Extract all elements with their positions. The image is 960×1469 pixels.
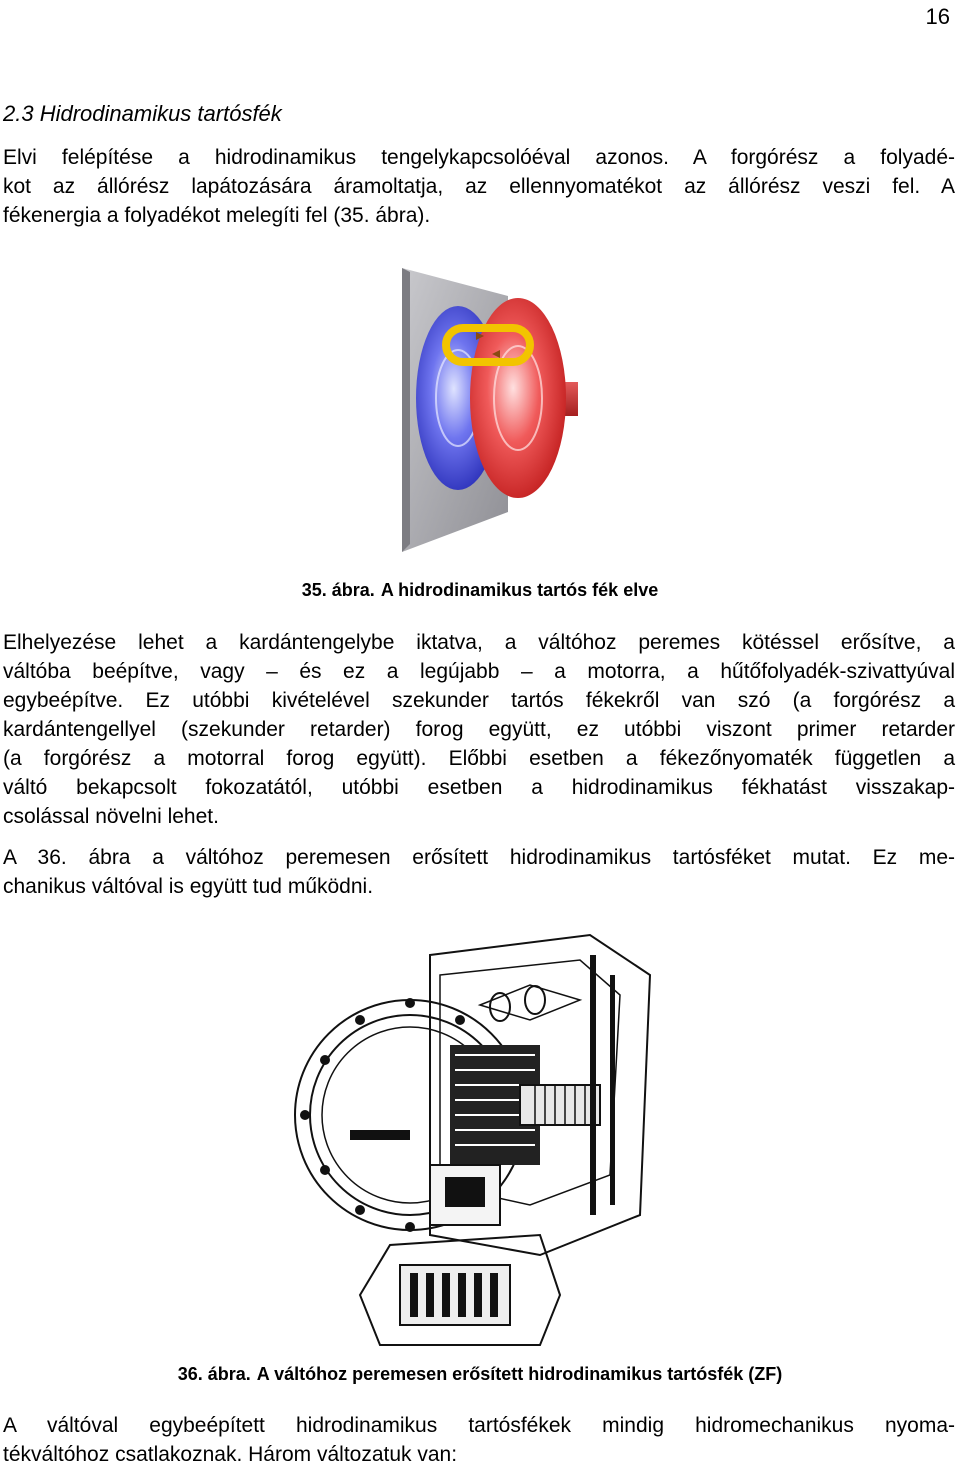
text-line: váltóba beépítve, vagy – és ez a legújabb – a motorra, a hűtőfolyadék-szivattyúval (3, 660, 955, 683)
figure-35-caption (0, 580, 960, 601)
page-number: 16 (925, 4, 950, 29)
lower-piston-assembly (400, 1265, 510, 1325)
text-line: A 36. ábra a váltóhoz peremesen erősített hidrodinamikus tartósféket mutat. Ez me- (3, 846, 955, 869)
text-line: (a forgórész a motorral forog együtt). Előbbi esetben a fékezőnyomaték független a (3, 747, 955, 770)
retarder-cutaway-drawing (290, 915, 670, 1355)
figure-reference-paragraph (3, 843, 955, 901)
text-line: csolással növelni lehet. (3, 805, 219, 828)
hydrodynamic-retarder-principle-diagram (380, 250, 580, 560)
closing-paragraph (3, 1411, 955, 1469)
section-title: 2.3 Hidrodinamikus tartósfék (3, 101, 282, 126)
wall-edge (402, 268, 410, 552)
text-line: kot az állórész lapátozására áramoltatja, az ellennyomatékot az állórész veszi fel. A (3, 175, 955, 198)
output-shaft (520, 1085, 600, 1125)
text-line: Elhelyezése lehet a kardántengelybe iktatva, a váltóhoz peremes kötéssel erősítve, a (3, 631, 955, 654)
text-line: Elvi felépítése a hidrodinamikus tengelykapcsolóéval azonos. A forgórész a folyadé- (3, 146, 955, 169)
control-valve (430, 1165, 500, 1225)
figure-label: 35. ábra. (301, 580, 375, 600)
intro-paragraph (3, 143, 955, 230)
figure-label: 36. ábra. (177, 1364, 251, 1384)
text-line: fékenergia a folyadékot melegíti fel (35. ábra). (3, 204, 431, 227)
text-line: chanikus váltóval is együtt tud működni. (3, 875, 374, 898)
text-line: tékváltóhoz csatlakoznak. Három változatuk van: (3, 1443, 458, 1466)
caption-text: A hidrodinamikus tartós fék elve (380, 580, 659, 600)
text-line: A váltóval egybeépített hidrodinamikus tartósfékek mindig hidromechanikus nyoma- (3, 1414, 955, 1437)
figure-36-caption (0, 1364, 960, 1385)
caption-text: A váltóhoz peremesen erősített hidrodinamikus tartósfék (ZF) (256, 1364, 783, 1384)
text-line: váltó bekapcsolt fokozatától, utóbbi esetben a hidrodinamikus fékhatást visszakap- (3, 776, 955, 799)
text-line: egybeépítve. Ez utóbbi kivételével szekunder tartós fékekről van szó (a forgórész a (3, 689, 955, 712)
placement-paragraph (3, 628, 955, 831)
text-line: kardántengellyel (szekunder retarder) forog együtt, ez utóbbi viszont primer retarder (3, 718, 955, 741)
